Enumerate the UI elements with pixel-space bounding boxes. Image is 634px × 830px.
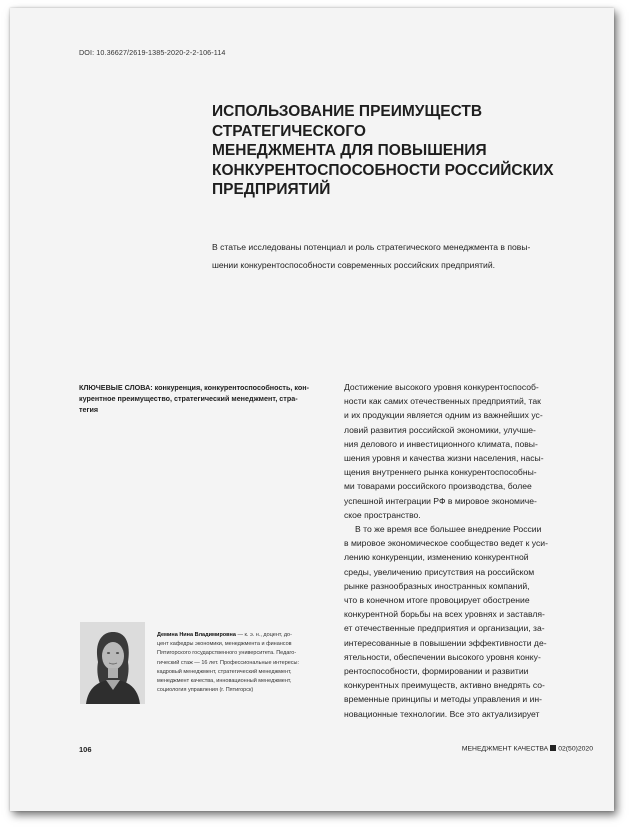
- body-line: новационные технологии. Все это актуализирует: [344, 708, 540, 719]
- body-line: ет отечественные предприятия и организации, за-: [344, 623, 545, 634]
- keywords-line: курентное преимущество, стратегический менеджмент, стра-: [79, 394, 298, 404]
- body-line: интересованные в повышении эффективности де-: [344, 637, 547, 648]
- body-line: Достижение высокого уровня конкурентоспособ-: [344, 382, 539, 392]
- body-line: что в конечном итоге провоцирует обострение: [344, 595, 530, 606]
- title-line: ПРЕДПРИЯТИЙ: [212, 181, 331, 198]
- page-number: 106: [79, 745, 92, 754]
- body-line: временные принципы и методы управления и ин-: [344, 694, 543, 705]
- author-bio-line: Пятигорского государственного университета. Педаго-: [157, 650, 297, 657]
- keywords-line: [79, 382, 327, 393]
- body-text: [344, 380, 606, 721]
- body-line: конкурентных преимуществ, активно внедрять со-: [344, 680, 545, 691]
- keywords-block: [79, 382, 327, 416]
- keywords-label: КЛЮЧЕВЫЕ СЛОВА:: [79, 383, 153, 392]
- body-line: ятельности, обеспечении высокого уровня конку-: [344, 651, 541, 662]
- author-bio-line: гический стаж — 16 лет. Профессиональные интересы:: [157, 659, 300, 666]
- doi-text: DOI: 10.36627/2619-1385-2020-2-2-106-114: [79, 48, 226, 57]
- body-line: в мировое экономическое сообщество ведет к уси-: [344, 538, 548, 549]
- body-line: В то же время все большее внедрение России: [355, 524, 542, 535]
- article-title: [212, 102, 602, 200]
- keywords-line: тегия: [79, 405, 99, 415]
- author-bio-line: менеджмент качества, инновационный менеджмент,: [157, 678, 292, 685]
- journal-footer: [462, 745, 593, 753]
- body-line: ми товарами российского производства, более: [344, 481, 532, 492]
- abstract-line: В статье исследованы потенциал и роль стратегического менеджмента в повы-: [212, 242, 531, 252]
- body-line: успешной интеграции РФ в мировое экономиче-: [344, 495, 537, 506]
- author-photo: [80, 622, 145, 704]
- body-line: щения внутреннего рынка конкурентоспособны-: [344, 467, 537, 478]
- abstract: [212, 238, 597, 274]
- author-bio-line: [157, 631, 327, 640]
- abstract-line: шении конкурентоспособности современных российских предприятий.: [212, 260, 496, 270]
- body-line: конкурентной борьбы на всех уровнях и заставля-: [344, 609, 545, 620]
- journal-name: МЕНЕДЖМЕНТ КАЧЕСТВА: [461, 745, 549, 753]
- keywords-text: конкуренция, конкурентоспособность, кон-: [152, 383, 309, 392]
- author-bio-text: — к. э. н., доцент, до-: [235, 632, 292, 638]
- author-portrait-image: [80, 622, 145, 704]
- author-bio-line: кадровый менеджмент, стратегический менеджмент,: [157, 668, 292, 675]
- author-bio-line: цент кафедры экономики, менеджмента и финансов: [157, 641, 292, 648]
- author-bio-line: социология управления (г. Пятигорск): [157, 687, 254, 694]
- title-line: ИСПОЛЬЗОВАНИЕ ПРЕИМУЩЕСТВ: [212, 103, 483, 120]
- body-line: рынке разнообразных иностранных компаний,: [344, 580, 530, 591]
- body-line: ловий развития российской экономики, улучше-: [344, 424, 536, 435]
- body-line: ности как самих отечественных предприятий, так: [344, 396, 541, 407]
- square-bullet-icon: [550, 745, 556, 751]
- author-bio: [157, 631, 327, 695]
- body-line: и их продукции является одним из важнейших ус-: [344, 410, 543, 421]
- body-line: ское пространство.: [344, 509, 421, 520]
- body-line: рентоспособности, формировании и развитии: [344, 666, 529, 677]
- journal-issue: 02(50)2020: [558, 745, 593, 753]
- title-line: СТРАТЕГИЧЕСКОГО: [212, 122, 366, 140]
- title-line: МЕНЕДЖМЕНТА ДЛЯ ПОВЫШЕНИЯ: [212, 142, 487, 159]
- author-name: Демина Нина Владимировна: [157, 632, 236, 638]
- body-line: среды, увеличению присутствия на российском: [344, 566, 535, 577]
- body-line: ния делового и инвестиционного климата, повы-: [344, 438, 538, 449]
- title-line: КОНКУРЕНТОСПОСОБНОСТИ РОССИЙСКИХ: [212, 161, 554, 179]
- body-line: шения уровня и качества жизни населения, насы-: [344, 453, 544, 464]
- article-page: [10, 8, 614, 811]
- body-line: лению конкуренции, изменению конкурентной: [344, 552, 529, 563]
